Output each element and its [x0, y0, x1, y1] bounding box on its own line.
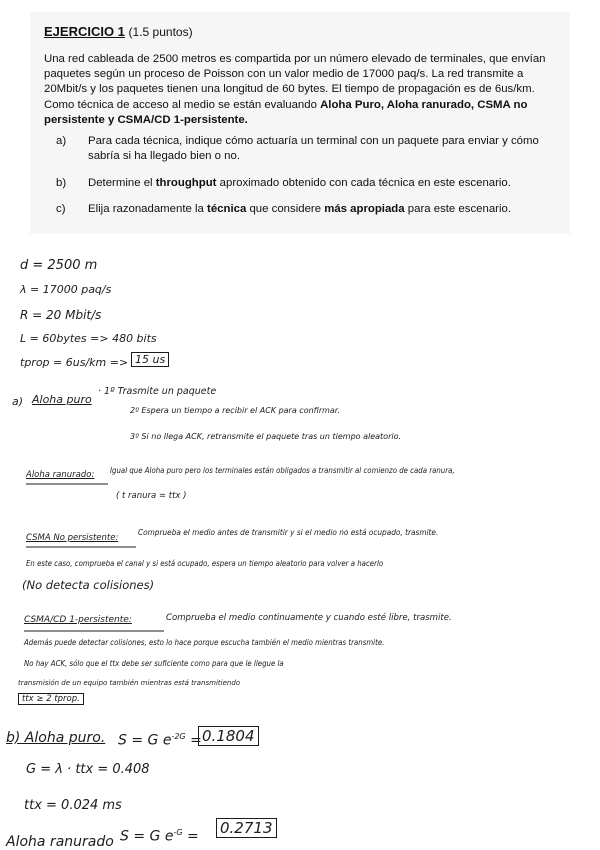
given-tprop: tprop = 6us/km => — [20, 356, 129, 369]
csmacd-text: Además puede detectar colisiones, esto lo hace porque escucha también el medio mientras transmite. — [24, 638, 385, 647]
answer-b-label: b) Aloha puro. — [6, 730, 106, 746]
aloha-puro-step: 3º Si no llega ACK, retransmite el paquete tras un tiempo aleatorio. — [130, 432, 402, 441]
boxed-ttx-condition: ttx ≥ 2 tprop. — [18, 693, 84, 705]
bold-text: más apropiada — [324, 203, 405, 215]
csma-label: CSMA No persistente: — [26, 533, 119, 543]
text-run: aproximado obtenido con cada técnica en este escenario. — [216, 177, 511, 189]
text-run: para este escenario. — [404, 203, 511, 215]
equation-base: S = G e — [120, 828, 174, 845]
given-length: L = 60bytes => 480 bits — [20, 332, 157, 345]
csma-text: Comprueba el medio antes de transmitir y si el medio no está ocupado, trasmite. — [138, 528, 439, 537]
given-distance: d = 2500 m — [20, 258, 98, 273]
ttx-equation: ttx = 0.024 ms — [24, 798, 122, 813]
bold-text: Aloha Puro, Aloha ranurado, CSMA no persistente y CSMA/CD 1-persistente. — [44, 98, 528, 126]
given-rate: λ = 17000 paq/s — [20, 283, 112, 296]
csma-text: (No detecta colisiones) — [22, 578, 155, 592]
csmacd-text: No hay ACK, sólo que el ttx debe ser suficiente como para que le llegue la — [24, 659, 284, 668]
offered-load-equation: G = λ · ttx = 0.408 — [26, 762, 150, 777]
csmacd-text: transmisión de un equipo también mientras está transmitiendo — [18, 679, 241, 687]
aloha-puro-label: Aloha puro — [32, 393, 92, 406]
text-run: Determine el — [88, 177, 156, 189]
text-run: Elija razonadamente la — [88, 203, 208, 215]
given-bitrate: R = 20 Mbit/s — [20, 308, 102, 322]
csmacd-text: Comprueba el medio continuamente y cuando esté libre, trasmite. — [166, 613, 452, 623]
text-run: Una red cableada de 2500 metros es compartida por un número elevado de terminales, que envían paquetes según un proceso de Poisson con un valor medio de 17000 paq/s. La red transmite a 20Mbit/s y los paquetes tienen una longitud de 60 bytes. El tiempo de propagación es de 6us/km. Como técnica de acceso al medio se están evaluando — [44, 53, 546, 111]
boxed-result-aloha-puro: 0.1804 — [198, 726, 259, 746]
answer-b2-label: Aloha ranurado — [6, 834, 114, 850]
equation-exponent: -G — [173, 828, 183, 837]
aloha-ranurado-text: Igual que Aloha puro pero los terminales están obligados a transmitir al comienzo de cada ranura, — [110, 466, 455, 475]
throughput-equation: S = G $e^{-2G}$ = — [118, 732, 202, 749]
aloha-ranurado-paren: ( t ranura = ttx ) — [116, 491, 187, 501]
exercise-points: (1.5 puntos) — [128, 25, 193, 39]
aloha-ranurado-label: Aloha ranurado: — [26, 470, 95, 480]
equation-base: S = G e — [118, 732, 172, 749]
throughput-equation-2: S = G $e^{-G}$ = — [120, 828, 199, 845]
csma-text: En este caso, comprueba el canal y si está ocupado, espera un tiempo aleatorio para volver a hacerlo — [26, 559, 384, 568]
csmacd-label: CSMA/CD 1-persistente: — [24, 615, 132, 625]
aloha-puro-step: · 1º Trasmite un paquete — [98, 386, 217, 397]
answer-a-label: a) — [12, 395, 24, 408]
bold-text: throughput — [155, 177, 217, 189]
boxed-result-aloha-ranurado: 0.2713 — [216, 818, 277, 838]
text-run: Para cada técnica, indique cómo actuaría un terminal con un paquete para enviar y cómo sabría si ha llegado bien o no. — [88, 135, 539, 163]
aloha-puro-step: 2º Espera un tiempo a recibir el ACK para confirmar. — [130, 406, 340, 415]
bold-text: técnica — [207, 203, 247, 215]
text-run: que considere — [246, 203, 325, 215]
question-label: a) — [56, 135, 67, 147]
question-label: c) — [56, 203, 66, 215]
question-label: b) — [56, 177, 67, 189]
exercise-title: EJERCICIO 1 — [44, 24, 125, 39]
boxed-tprop: 15 us — [131, 352, 169, 367]
equation-exponent: -2G — [171, 732, 186, 741]
